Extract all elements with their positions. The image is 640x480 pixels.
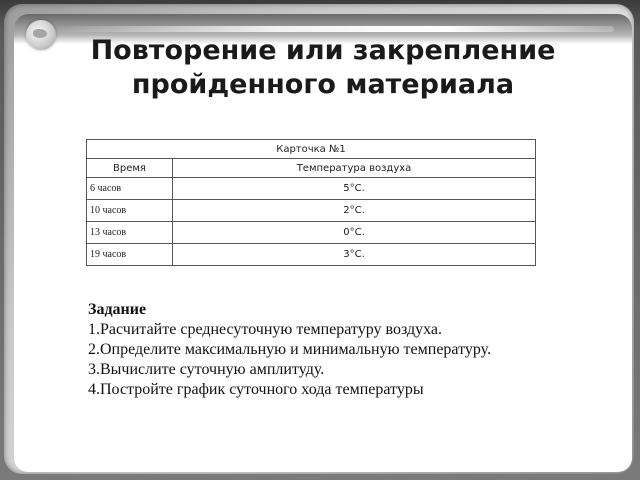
card-caption: Карточка №1 (87, 140, 536, 159)
slide-content (14, 14, 632, 472)
title-line-2: пройденного материала (131, 69, 515, 100)
title-line-1: Повторение или закрепление (90, 35, 556, 66)
slide-frame (4, 4, 634, 474)
slide-title (14, 34, 632, 102)
decorative-swoosh (54, 26, 614, 32)
task-item: 1.Расчитайте среднесуточную температуру воздуха. (88, 321, 442, 338)
table-row (87, 200, 536, 222)
cell-temperature: 2°С. (173, 200, 536, 222)
table-caption-row (87, 140, 536, 159)
task-item: 2.Определите максимальную и минимальную температуру. (88, 341, 492, 358)
temperature-card-table (86, 139, 536, 266)
header-temperature: Температура воздуха (173, 159, 536, 178)
cell-time: 10 часов (87, 200, 173, 222)
cell-time: 6 часов (87, 178, 173, 200)
table-row (87, 222, 536, 244)
table-row (87, 178, 536, 200)
cell-temperature: 3°С. (173, 244, 536, 266)
table-row (87, 244, 536, 266)
task-item: 4.Постройте график суточного хода температуры (88, 381, 424, 398)
task-block (88, 300, 526, 400)
cell-time: 19 часов (87, 244, 173, 266)
header-time: Время (87, 159, 173, 178)
cell-temperature: 0°С. (173, 222, 536, 244)
cell-time: 13 часов (87, 222, 173, 244)
task-item: 3.Вычислите суточную амплитуду. (88, 361, 325, 378)
task-heading: Задание (88, 301, 147, 318)
table-header-row (87, 159, 536, 178)
cell-temperature: 5°С. (173, 178, 536, 200)
